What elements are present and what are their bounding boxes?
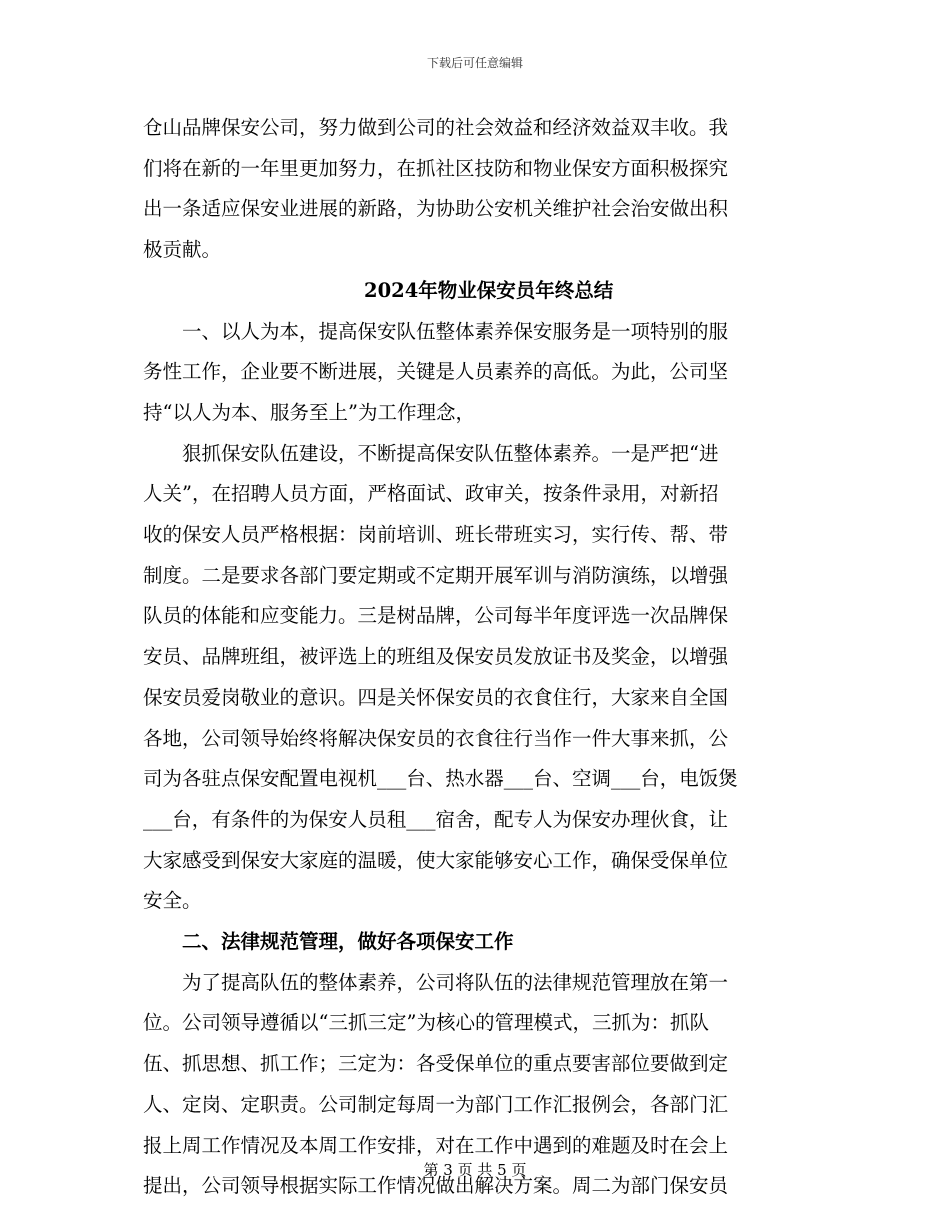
text-line: 大家感受到保安大家庭的温暖，使大家能够安心工作，确保受保单位 <box>143 848 729 872</box>
text-line: 狠抓保安队伍建设，不断提高保安队伍整体素养。一是严把“进 <box>182 441 719 465</box>
page-footer: 第 3 页 共 5 页 <box>423 1161 527 1179</box>
document-title: 2024年物业保安员年终总结 <box>364 278 614 302</box>
text-line: 提出，公司领导根据实际工作情况做出解决方案。周二为部门保安员 <box>143 1174 729 1198</box>
text-line: 仓山品牌保安公司，努力做到公司的社会效益和经济效益双丰收。我 <box>143 116 729 139</box>
text-line: 制度。二是要求各部门要定期或不定期开展军训与消防演练，以增强 <box>143 563 729 587</box>
text-line: 极贡献。 <box>143 238 222 262</box>
text-line: 持“以人为本、服务至上”为工作理念， <box>143 400 475 424</box>
text-line: ___台，有条件的为保安人员租___宿舍，配专人为保安办理伙食，让 <box>143 807 729 831</box>
text-line: 伍、抓思想、抓工作；三定为：各受保单位的重点要害部位要做到定 <box>143 1052 729 1076</box>
text-line: 出一条适应保安业进展的新路，为协助公安机关维护社会治安做出积 <box>143 197 729 221</box>
text-line: 司为各驻点保安配置电视机___台、热水器___台、空调___台，电饭煲 <box>143 767 738 791</box>
text-line: 各地，公司领导始终将解决保安员的衣食往行当作一件大事来抓，公 <box>143 726 729 750</box>
text-line: 队员的体能和应变能力。三是树品牌，公司每半年度评选一次品牌保 <box>143 604 729 628</box>
text-line: 们将在新的一年里更加努力，在抓社区技防和物业保安方面积极探究 <box>143 156 729 180</box>
text-line: 人、定岗、定职责。公司制定每周一为部门工作汇报例会，各部门汇 <box>143 1092 729 1116</box>
text-line: 为了提高队伍的整体素养，公司将队伍的法律规范管理放在第一 <box>182 970 729 994</box>
text-line: 安全。 <box>143 889 202 913</box>
text-line: 位。公司领导遵循以“三抓三定”为核心的管理模式，三抓为：抓队 <box>143 1011 709 1035</box>
text-line: 安员、品牌班组，被评选上的班组及保安员发放证书及奖金，以增强 <box>143 645 729 669</box>
section-heading: 二、法律规范管理，做好各项保安工作 <box>182 930 514 953</box>
text-line: 一、以人为本，提高保安队伍整体素养保安服务是一项特别的服 <box>182 319 729 343</box>
text-line: 收的保安人员严格根据：岗前培训、班长带班实习，实行传、帮、带 <box>143 523 729 546</box>
text-line: 报上周工作情况及本周工作安排，对在工作中遇到的难题及时在会上 <box>143 1133 729 1157</box>
text-line: 人关”，在招聘人员方面，严格面试、政审关，按条件录用，对新招 <box>143 482 719 506</box>
page-header: 下载后可任意编辑 <box>426 56 523 70</box>
text-line: 务性工作，企业要不断进展，关键是人员素养的高低。为此，公司坚 <box>143 360 729 384</box>
text-line: 保安员爱岗敬业的意识。四是关怀保安员的衣食住行，大家来自全国 <box>143 685 729 709</box>
